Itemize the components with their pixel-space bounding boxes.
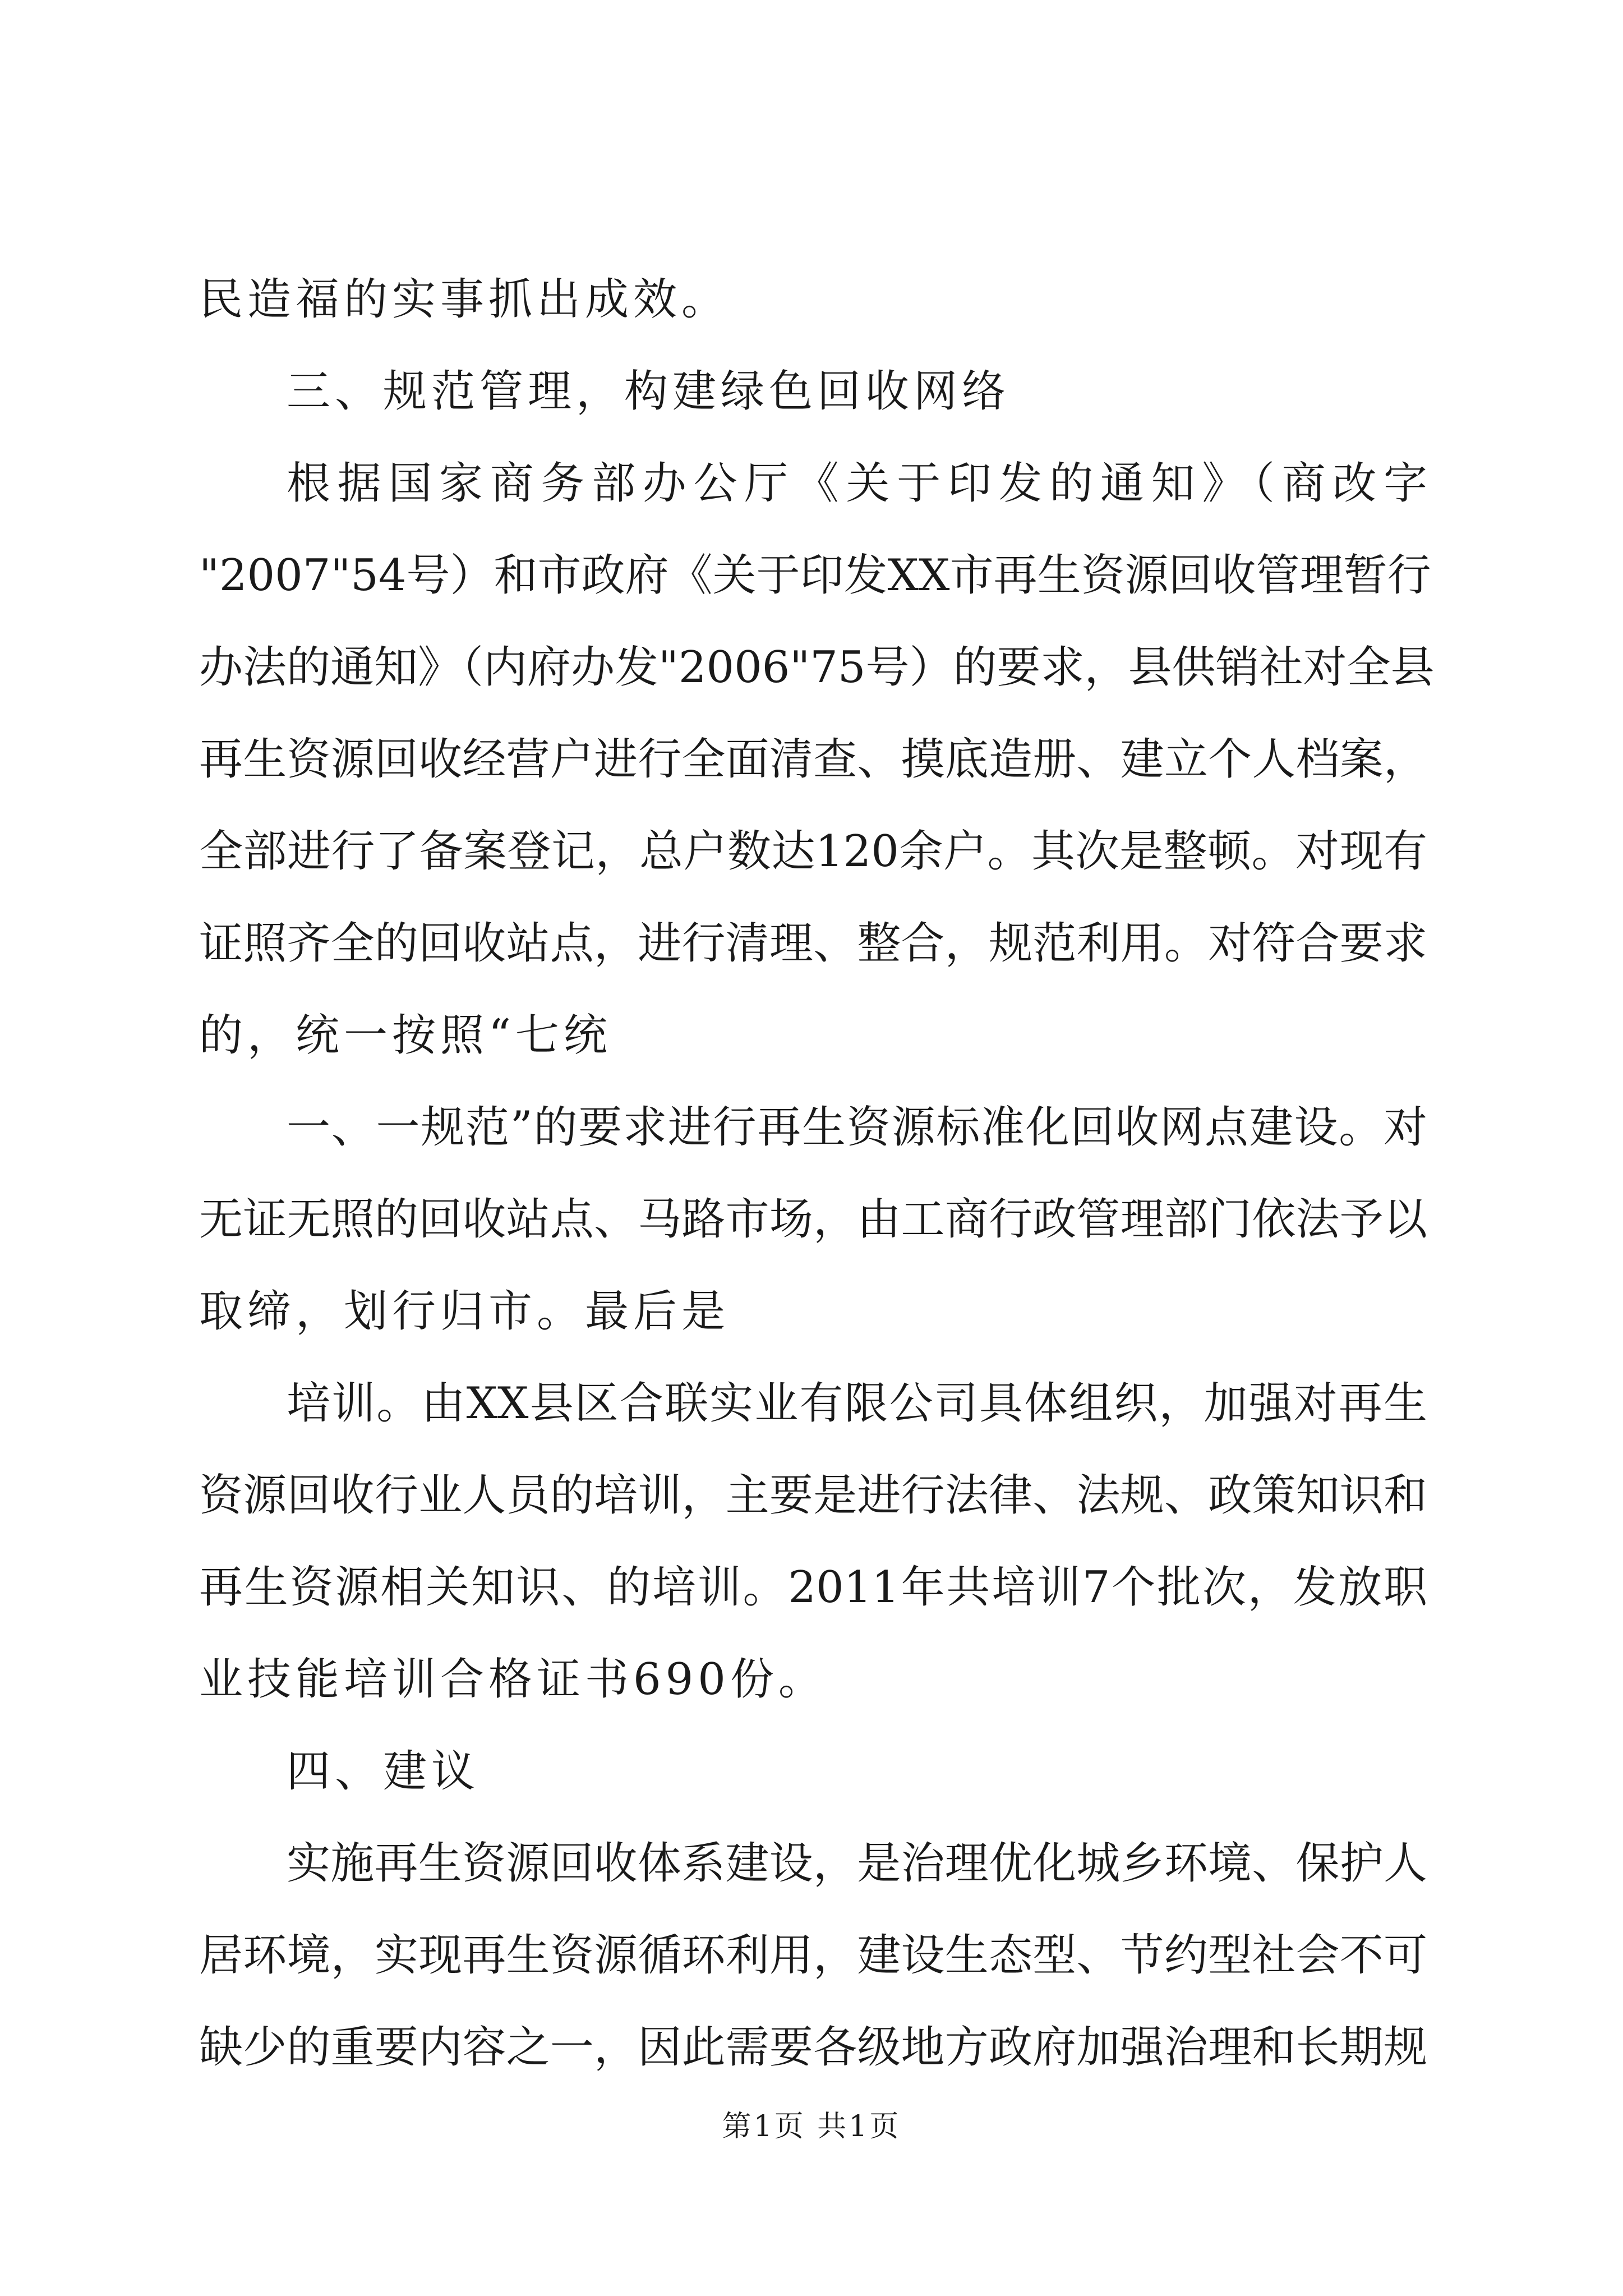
section-heading-four: 四、建议 xyxy=(287,1746,480,1797)
body-line-8: 证照齐全的回收站点，进行清理、整合，规范利用。对符合要求 xyxy=(199,918,1427,969)
body-line-7: 全部进行了备案登记，总户数达120余户。其次是整顿。对现有 xyxy=(199,826,1427,877)
body-line-10: 一、一规范”的要求进行再生资源标准化回收网点建设。对 xyxy=(287,1102,1427,1153)
body-line-14: 资源回收行业人员的培训，主要是进行法律、法规、政策知识和 xyxy=(199,1470,1427,1521)
body-line-6: 再生资源回收经营户进行全面清查、摸底造册、建立个人档案， xyxy=(199,734,1427,785)
body-line-3: 根据国家商务部办公厅《关于印发的通知》（商改字 xyxy=(287,458,1427,509)
body-line-20: 缺少的重要内容之一，因此需要各级地方政府加强治理和长期规 xyxy=(199,2022,1427,2073)
body-line-19: 居环境，实现再生资源循环利用，建设生态型、节约型社会不可 xyxy=(199,1930,1427,1981)
body-line-1: 民造福的实事抓出成效。 xyxy=(199,274,730,325)
body-line-13: 培训。由XX县区合联实业有限公司具体组织，加强对再生 xyxy=(287,1378,1427,1429)
section-heading-three: 三、规范管理，构建绿色回收网络 xyxy=(287,366,1011,417)
body-line-4: "2007"54号）和市政府《关于印发XX市再生资源回收管理暂行 xyxy=(199,550,1431,601)
page-footer: 第1页 共1页 xyxy=(722,2110,901,2143)
body-line-16: 业技能培训合格证书690份。 xyxy=(199,1654,827,1705)
body-line-9: 的，统一按照“七统 xyxy=(199,1010,612,1061)
body-line-11: 无证无照的回收站点、马路市场，由工商行政管理部门依法予以 xyxy=(199,1194,1427,1245)
body-line-18: 实施再生资源回收体系建设，是治理优化城乡环境、保护人 xyxy=(287,1838,1427,1889)
body-line-5: 办法的通知》（内府办发"2006"75号）的要求，县供销社对全县 xyxy=(199,642,1435,693)
document-body xyxy=(199,254,1435,2093)
body-line-15: 再生资源相关知识、的培训。2011年共培训7个批次，发放职 xyxy=(199,1562,1427,1613)
body-line-12: 取缔，划行归市。最后是 xyxy=(199,1286,730,1337)
